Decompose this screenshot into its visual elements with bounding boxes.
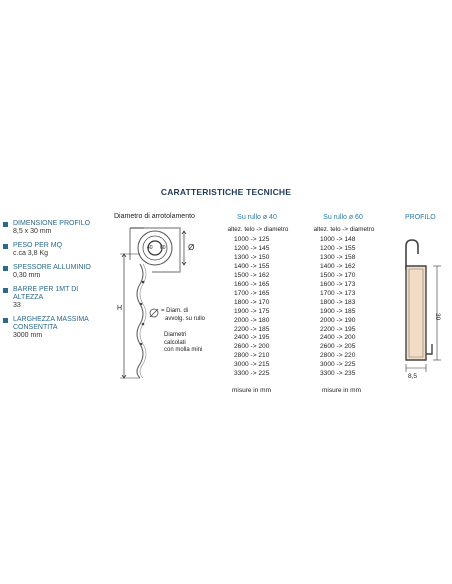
units-note: misure in mm xyxy=(322,387,362,394)
list-item: 2200 -> 185 xyxy=(234,325,270,333)
calc-note-line: calcolati xyxy=(164,339,186,346)
list-item: 2600 -> 205 xyxy=(320,343,356,351)
list-item: 2400 -> 200 xyxy=(320,334,356,342)
list-item: 2600 -> 200 xyxy=(234,343,270,351)
list-item: 1200 -> 145 xyxy=(234,244,270,252)
square-bullet-icon xyxy=(3,222,8,227)
list-item: 1600 -> 165 xyxy=(234,280,270,288)
spec-label: DIMENSIONE PROFILO xyxy=(13,220,91,227)
list-item: 1400 -> 162 xyxy=(320,262,356,270)
spec-value: 3000 mm xyxy=(13,332,43,339)
list-item: 1200 -> 155 xyxy=(320,244,356,252)
spec-label: LARGHEZZA MASSIMA CONSENTITA xyxy=(13,316,89,331)
profile-cross-section xyxy=(396,236,446,376)
list-item: 2400 -> 195 xyxy=(234,334,270,342)
list-item: 2800 -> 220 xyxy=(320,352,356,360)
spec-item xyxy=(2,264,110,280)
spec-item xyxy=(2,316,110,340)
spec-value: 33 xyxy=(13,302,21,309)
spec-item xyxy=(2,220,110,236)
diameter-legend-line: = Diam. di xyxy=(161,308,189,314)
list-item: 1400 -> 155 xyxy=(234,262,270,270)
calc-note-line: Diametri xyxy=(164,332,187,338)
diameter-list-roll-60 xyxy=(320,236,355,379)
list-item: 1900 -> 185 xyxy=(320,307,356,315)
calc-note-line: con molla mini xyxy=(164,347,203,353)
units-note: misure in mm xyxy=(232,387,272,394)
spec-value: c.ca 3,8 Kg xyxy=(13,250,49,257)
list-item: 3000 -> 225 xyxy=(320,361,356,369)
profile-height-dimension: 30 xyxy=(434,313,441,321)
list-item: 1300 -> 150 xyxy=(234,253,270,261)
square-bullet-icon xyxy=(3,266,8,271)
column-subheader: altez. telo -> diametro xyxy=(227,226,289,233)
spec-list xyxy=(2,220,110,346)
diameter-legend xyxy=(161,308,205,323)
list-item: 1500 -> 170 xyxy=(320,271,356,279)
spec-label: BARRE PER 1MT DI ALTEZZA xyxy=(13,286,79,301)
diameter-legend-line: avvolg. su rullo xyxy=(165,315,206,322)
square-bullet-icon xyxy=(3,318,8,323)
list-item: 1000 -> 148 xyxy=(320,236,356,243)
list-item: 1800 -> 170 xyxy=(234,298,270,306)
diameter-symbol: Ø xyxy=(188,243,195,252)
spec-label: SPESSORE ALLUMINIO xyxy=(13,264,91,271)
list-item: 1900 -> 175 xyxy=(234,307,270,315)
list-item: 1800 -> 183 xyxy=(320,298,356,306)
column-header-roll-60: Su rullo ø 60 xyxy=(323,214,363,221)
list-item: 1500 -> 162 xyxy=(234,271,270,279)
calc-note xyxy=(164,332,202,355)
list-item: 1600 -> 173 xyxy=(320,280,356,288)
column-subheader: altez. telo -> diametro xyxy=(313,226,375,233)
spec-item xyxy=(2,286,110,310)
list-item: 3000 -> 215 xyxy=(234,361,270,369)
list-item: 1700 -> 165 xyxy=(234,289,270,297)
list-item: 1000 -> 125 xyxy=(234,236,270,243)
list-item: 2800 -> 210 xyxy=(234,352,270,360)
list-item: 2000 -> 180 xyxy=(234,316,270,324)
h-dimension-label: H xyxy=(117,305,123,312)
roll-label-a: 40 xyxy=(147,245,153,251)
square-bullet-icon xyxy=(3,288,8,293)
spec-value: 8,5 x 30 mm xyxy=(13,228,52,235)
square-bullet-icon xyxy=(3,244,8,249)
roller-shutter-diagram xyxy=(110,222,222,382)
list-item: 3300 -> 225 xyxy=(234,370,270,378)
spec-item xyxy=(2,242,110,258)
list-item: 1700 -> 173 xyxy=(320,289,356,297)
profile-header: PROFILO xyxy=(405,214,436,221)
spec-label: PESO PER MQ xyxy=(13,242,63,249)
list-item: 3300 -> 235 xyxy=(320,370,356,378)
diameter-list-roll-40 xyxy=(234,236,269,379)
profile-width-dimension: 8,5 xyxy=(408,373,418,380)
page-title: CARATTERISTICHE TECNICHE xyxy=(160,187,292,197)
roll-label-b: 60 xyxy=(160,245,166,251)
list-item: 2200 -> 195 xyxy=(320,325,356,333)
list-item: 1300 -> 158 xyxy=(320,253,356,261)
column-header-roll-40: Su rullo ø 40 xyxy=(237,214,277,221)
list-item: 2000 -> 190 xyxy=(320,316,356,324)
spec-value: 0,30 mm xyxy=(13,272,41,279)
diagram-title: Diametro di arrotolamento xyxy=(114,213,195,220)
